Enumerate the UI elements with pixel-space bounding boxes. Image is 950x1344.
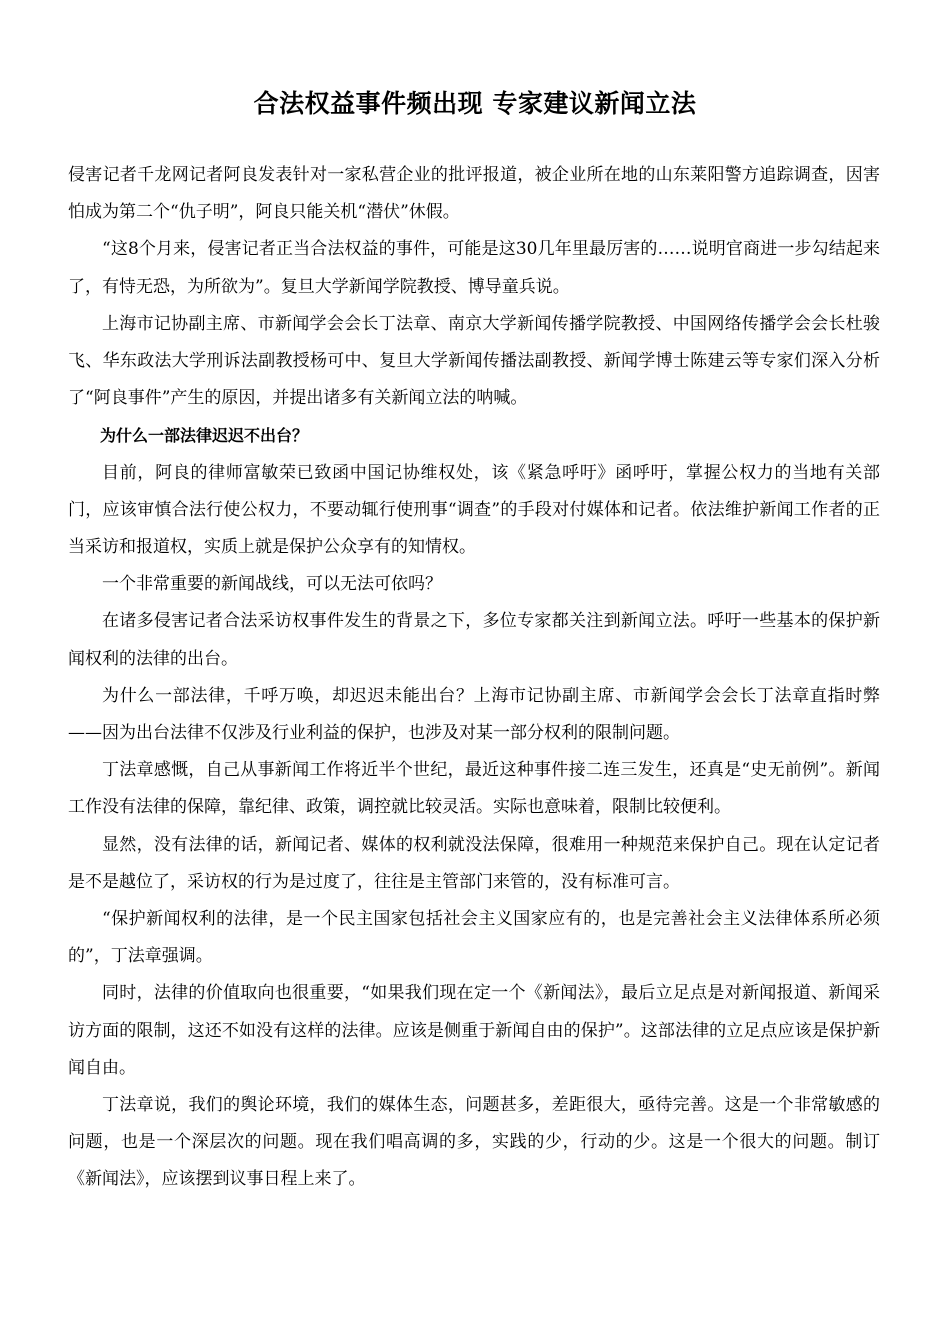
paragraph-8: 丁法章感慨，自己从事新闻工作将近半个世纪，最近这种事件接二连三发生，还真是“史无前例”。新闻工作没有法律的保障，靠纪律、政策，调控就比较灵活。实际也意味着，限制比较便利。 <box>68 760 880 818</box>
paragraph-12: 丁法章说，我们的舆论环境，我们的媒体生态，问题甚多，差距很大，亟待完善。这是一个非常敏感的问题，也是一个深层次的问题。现在我们唱高调的多，实践的少，行动的少。这是一个很大的问题。制订《新闻法》，应该摆到议事日程上来了。 <box>68 1095 880 1190</box>
document-body <box>68 157 880 1199</box>
paragraph-6: 在诸多侵害记者合法采访权事件发生的背景之下，多位专家都关注到新闻立法。呼吁一些基本的保护新闻权利的法律的出台。 <box>68 611 880 669</box>
paragraph-4: 目前，阿良的律师富敏荣已致函中国记协维权处，该《紧急呼吁》函呼吁，掌握公权力的当地有关部门，应该审慎合法行使公权力，不要动辄行使刑事“调查”的手段对付媒体和记者。依法维护新闻工作者的正当采访和报道权，实质上就是保护公众享有的知情权。 <box>68 462 880 558</box>
paragraph-2: “这8个月来，侵害记者正当合法权益的事件，可能是这30几年里最厉害的……说明官商进一步勾结起来了，有恃无恐，为所欲为”。复旦大学新闻学院教授、博导童兵说。 <box>68 239 880 297</box>
paragraph-7: 为什么一部法律，千呼万唤，却迟迟未能出台？上海市记协副主席、市新闻学会会长丁法章直指时弊——因为出台法律不仅涉及行业利益的保护，也涉及对某一部分权利的限制问题。 <box>68 685 880 744</box>
document-title: 合法权益事件频出现 专家建议新闻立法 <box>253 89 697 118</box>
section-subheading: 为什么一部法律迟迟不出台？ <box>100 426 309 446</box>
paragraph-11: 同时，法律的价值取向也很重要，“如果我们现在定一个《新闻法》，最后立足点是对新闻报道、新闻采访方面的限制，这还不如没有这样的法律。应该是侧重于新闻自由的保护”。这部法律的立足点应该是保护新闻自由。 <box>68 983 880 1078</box>
paragraph-5: 一个非常重要的新闻战线，可以无法可依吗？ <box>102 574 442 595</box>
paragraph-3: 上海市记协副主席、市新闻学会会长丁法章、南京大学新闻传播学院教授、中国网络传播学会会长杜骏飞、华东政法大学刑诉法副教授杨可中、复旦大学新闻传播法副教授、新闻学博士陈建云等专家们深入分析了“阿良事件”产生的原因，并提出诸多有关新闻立法的呐喊。 <box>68 313 880 409</box>
paragraph-10: “保护新闻权利的法律，是一个民主国家包括社会主义国家应有的，也是完善社会主义法律体系所必须的”，丁法章强调。 <box>68 909 880 967</box>
paragraph-9: 显然，没有法律的话，新闻记者、媒体的权利就没法保障，很难用一种规范来保护自己。现在认定记者是不是越位了，采访权的行为是过度了，往往是主管部门来管的，没有标准可言。 <box>68 834 880 892</box>
paragraph-1: 侵害记者千龙网记者阿良发表针对一家私营企业的批评报道，被企业所在地的山东莱阳警方追踪调查，因害怕成为第二个“仇子明”，阿良只能关机“潜伏”休假。 <box>68 165 880 223</box>
